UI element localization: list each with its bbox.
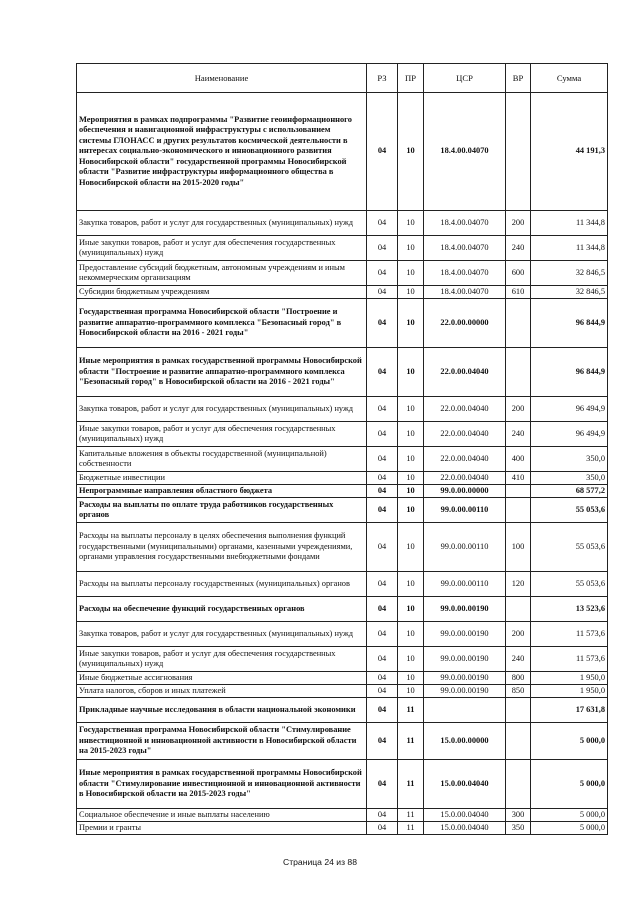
row-rz: 04 bbox=[367, 261, 398, 286]
row-csr: 15.0.00.04040 bbox=[424, 809, 506, 822]
row-vr: 240 bbox=[506, 647, 531, 672]
row-sum: 350,0 bbox=[531, 472, 608, 485]
row-sum: 68 577,2 bbox=[531, 485, 608, 498]
row-pr: 10 bbox=[398, 447, 424, 472]
row-name: Расходы на выплаты персоналу в целях обеспечения выполнения функций государственными (муниципальными) органами, казенными учреждениями, органами управления государственными внебюджетными фондами bbox=[77, 523, 367, 572]
row-csr: 99.0.00.00190 bbox=[424, 672, 506, 685]
table-row bbox=[77, 822, 608, 835]
table-row bbox=[77, 348, 608, 397]
row-sum: 55 053,6 bbox=[531, 523, 608, 572]
row-csr: 18.4.00.04070 bbox=[424, 261, 506, 286]
row-vr: 610 bbox=[506, 286, 531, 299]
page-footer: Страница 24 из 88 bbox=[283, 857, 357, 867]
row-csr: 22.0.00.00000 bbox=[424, 299, 506, 348]
row-sum: 11 573,6 bbox=[531, 622, 608, 647]
row-name: Иные мероприятия в рамках государственной программы Новосибирской области "Построение и развитие аппаратно-программного комплекса "Безопасный город" в Новосибирской области на 2016 - 2021 годы" bbox=[77, 348, 367, 397]
row-name: Закупка товаров, работ и услуг для государственных (муниципальных) нужд bbox=[77, 397, 367, 422]
row-pr: 10 bbox=[398, 472, 424, 485]
row-vr: 400 bbox=[506, 447, 531, 472]
table-row bbox=[77, 672, 608, 685]
row-sum: 350,0 bbox=[531, 447, 608, 472]
table-row bbox=[77, 698, 608, 723]
row-csr: 99.0.00.00110 bbox=[424, 498, 506, 523]
row-sum: 1 950,0 bbox=[531, 672, 608, 685]
row-rz: 04 bbox=[367, 698, 398, 723]
row-name: Мероприятия в рамках подпрограммы "Развитие геоинформационного обеспечения и навигационной инфраструктуры с использованием системы ГЛОНАСС и других результатов космической деятельности в интересах социально-экономического и инновационного развития Новосибирской области" государственной программы Новосибирской области "Развитие инфраструктуры информационного общества в Новосибирской области на 2015-2020 годы" bbox=[77, 93, 367, 211]
row-pr: 10 bbox=[398, 485, 424, 498]
row-csr: 99.0.00.00190 bbox=[424, 685, 506, 698]
row-pr: 10 bbox=[398, 572, 424, 597]
table-row bbox=[77, 723, 608, 760]
row-sum: 44 191,3 bbox=[531, 93, 608, 211]
row-csr: 22.0.00.04040 bbox=[424, 397, 506, 422]
row-name: Непрограммные направления областного бюджета bbox=[77, 485, 367, 498]
row-rz: 04 bbox=[367, 485, 398, 498]
row-vr bbox=[506, 299, 531, 348]
table-row bbox=[77, 236, 608, 261]
row-vr bbox=[506, 348, 531, 397]
row-csr: 18.4.00.04070 bbox=[424, 211, 506, 236]
row-name: Капитальные вложения в объекты государственной (муниципальной) собственности bbox=[77, 447, 367, 472]
row-csr: 99.0.00.00190 bbox=[424, 622, 506, 647]
row-rz: 04 bbox=[367, 422, 398, 447]
row-pr: 11 bbox=[398, 822, 424, 835]
row-rz: 04 bbox=[367, 622, 398, 647]
table-row bbox=[77, 261, 608, 286]
row-pr: 10 bbox=[398, 397, 424, 422]
row-sum: 96 844,9 bbox=[531, 299, 608, 348]
row-vr bbox=[506, 760, 531, 809]
row-sum: 11 573,6 bbox=[531, 647, 608, 672]
row-csr: 99.0.00.00190 bbox=[424, 647, 506, 672]
row-sum: 13 523,6 bbox=[531, 597, 608, 622]
row-csr: 22.0.00.04040 bbox=[424, 447, 506, 472]
row-pr: 10 bbox=[398, 597, 424, 622]
row-rz: 04 bbox=[367, 397, 398, 422]
table-row bbox=[77, 685, 608, 698]
row-pr: 10 bbox=[398, 422, 424, 447]
table-row bbox=[77, 498, 608, 523]
row-pr: 10 bbox=[398, 211, 424, 236]
table-row bbox=[77, 760, 608, 809]
row-csr: 15.0.00.04040 bbox=[424, 760, 506, 809]
table-row bbox=[77, 622, 608, 647]
row-csr bbox=[424, 698, 506, 723]
table-row bbox=[77, 523, 608, 572]
row-rz: 04 bbox=[367, 809, 398, 822]
row-sum: 5 000,0 bbox=[531, 809, 608, 822]
row-pr: 11 bbox=[398, 760, 424, 809]
row-rz: 04 bbox=[367, 447, 398, 472]
row-pr: 10 bbox=[398, 348, 424, 397]
row-vr bbox=[506, 597, 531, 622]
row-vr: 200 bbox=[506, 211, 531, 236]
row-csr: 15.0.00.04040 bbox=[424, 822, 506, 835]
table-row bbox=[77, 422, 608, 447]
table-row bbox=[77, 299, 608, 348]
row-pr: 10 bbox=[398, 286, 424, 299]
row-vr: 120 bbox=[506, 572, 531, 597]
row-csr: 99.0.00.00110 bbox=[424, 572, 506, 597]
row-csr: 99.0.00.00000 bbox=[424, 485, 506, 498]
row-rz: 04 bbox=[367, 348, 398, 397]
row-csr: 15.0.00.00000 bbox=[424, 723, 506, 760]
row-pr: 10 bbox=[398, 647, 424, 672]
row-name: Предоставление субсидий бюджетным, автономным учреждениям и иным некоммерческим организациям bbox=[77, 261, 367, 286]
row-vr: 600 bbox=[506, 261, 531, 286]
row-rz: 04 bbox=[367, 760, 398, 809]
row-vr: 240 bbox=[506, 422, 531, 447]
row-csr: 99.0.00.00110 bbox=[424, 523, 506, 572]
row-pr: 10 bbox=[398, 622, 424, 647]
row-pr: 10 bbox=[398, 93, 424, 211]
row-pr: 10 bbox=[398, 261, 424, 286]
row-vr bbox=[506, 498, 531, 523]
table-row bbox=[77, 286, 608, 299]
row-sum: 55 053,6 bbox=[531, 498, 608, 523]
row-sum: 17 631,8 bbox=[531, 698, 608, 723]
row-vr bbox=[506, 93, 531, 211]
table-row bbox=[77, 397, 608, 422]
row-vr: 300 bbox=[506, 809, 531, 822]
row-rz: 04 bbox=[367, 286, 398, 299]
row-csr: 18.4.00.04070 bbox=[424, 286, 506, 299]
row-name: Государственная программа Новосибирской области "Стимулирование инвестиционной и инновационной активности в Новосибирской области на 2015-2023 годы" bbox=[77, 723, 367, 760]
row-rz: 04 bbox=[367, 672, 398, 685]
row-csr: 99.0.00.00190 bbox=[424, 597, 506, 622]
row-rz: 04 bbox=[367, 236, 398, 261]
header-csr: ЦСР bbox=[424, 64, 506, 93]
row-csr: 22.0.00.04040 bbox=[424, 472, 506, 485]
row-vr: 200 bbox=[506, 397, 531, 422]
row-name: Социальное обеспечение и иные выплаты населению bbox=[77, 809, 367, 822]
row-vr: 410 bbox=[506, 472, 531, 485]
row-vr: 240 bbox=[506, 236, 531, 261]
row-vr: 350 bbox=[506, 822, 531, 835]
row-vr bbox=[506, 698, 531, 723]
row-pr: 10 bbox=[398, 685, 424, 698]
row-rz: 04 bbox=[367, 572, 398, 597]
row-name: Государственная программа Новосибирской области "Построение и развитие аппаратно-программного комплекса "Безопасный город" в Новосибирской области на 2016 - 2021 годы" bbox=[77, 299, 367, 348]
row-sum: 55 053,6 bbox=[531, 572, 608, 597]
row-pr: 11 bbox=[398, 698, 424, 723]
row-name: Иные закупки товаров, работ и услуг для обеспечения государственных (муниципальных) нужд bbox=[77, 647, 367, 672]
table-row bbox=[77, 572, 608, 597]
row-name: Уплата налогов, сборов и иных платежей bbox=[77, 685, 367, 698]
budget-table-sheet bbox=[76, 63, 607, 835]
row-csr: 18.4.00.04070 bbox=[424, 236, 506, 261]
row-pr: 11 bbox=[398, 723, 424, 760]
row-rz: 04 bbox=[367, 822, 398, 835]
row-name: Премии и гранты bbox=[77, 822, 367, 835]
header-vr: ВР bbox=[506, 64, 531, 93]
row-vr bbox=[506, 723, 531, 760]
row-sum: 1 950,0 bbox=[531, 685, 608, 698]
row-rz: 04 bbox=[367, 685, 398, 698]
table-row bbox=[77, 472, 608, 485]
row-rz: 04 bbox=[367, 647, 398, 672]
table-row bbox=[77, 447, 608, 472]
row-sum: 32 846,5 bbox=[531, 286, 608, 299]
row-sum: 96 494,9 bbox=[531, 422, 608, 447]
row-sum: 96 844,9 bbox=[531, 348, 608, 397]
row-pr: 11 bbox=[398, 809, 424, 822]
row-name: Закупка товаров, работ и услуг для государственных (муниципальных) нужд bbox=[77, 211, 367, 236]
header-sum: Сумма bbox=[531, 64, 608, 93]
table-body bbox=[77, 64, 608, 835]
row-name: Иные закупки товаров, работ и услуг для обеспечения государственных (муниципальных) нужд bbox=[77, 236, 367, 261]
row-sum: 5 000,0 bbox=[531, 723, 608, 760]
row-pr: 10 bbox=[398, 498, 424, 523]
row-name: Субсидии бюджетным учреждениям bbox=[77, 286, 367, 299]
row-vr: 100 bbox=[506, 523, 531, 572]
header-name: Наименование bbox=[77, 64, 367, 93]
row-sum: 11 344,8 bbox=[531, 236, 608, 261]
row-vr: 800 bbox=[506, 672, 531, 685]
row-rz: 04 bbox=[367, 472, 398, 485]
row-sum: 32 846,5 bbox=[531, 261, 608, 286]
row-rz: 04 bbox=[367, 523, 398, 572]
row-name: Закупка товаров, работ и услуг для государственных (муниципальных) нужд bbox=[77, 622, 367, 647]
row-rz: 04 bbox=[367, 723, 398, 760]
table-header-row bbox=[77, 64, 608, 93]
row-name: Бюджетные инвестиции bbox=[77, 472, 367, 485]
row-vr: 850 bbox=[506, 685, 531, 698]
row-rz: 04 bbox=[367, 299, 398, 348]
table-row bbox=[77, 93, 608, 211]
row-name: Иные закупки товаров, работ и услуг для обеспечения государственных (муниципальных) нужд bbox=[77, 422, 367, 447]
table-row bbox=[77, 597, 608, 622]
table-row bbox=[77, 647, 608, 672]
table-row bbox=[77, 485, 608, 498]
row-sum: 11 344,8 bbox=[531, 211, 608, 236]
row-csr: 22.0.00.04040 bbox=[424, 422, 506, 447]
header-rz: РЗ bbox=[367, 64, 398, 93]
row-pr: 10 bbox=[398, 672, 424, 685]
row-rz: 04 bbox=[367, 211, 398, 236]
row-pr: 10 bbox=[398, 299, 424, 348]
budget-table bbox=[76, 63, 608, 835]
row-csr: 22.0.00.04040 bbox=[424, 348, 506, 397]
row-rz: 04 bbox=[367, 93, 398, 211]
row-csr: 18.4.00.04070 bbox=[424, 93, 506, 211]
row-name: Иные бюджетные ассигнования bbox=[77, 672, 367, 685]
table-row bbox=[77, 211, 608, 236]
row-name: Иные мероприятия в рамках государственной программы Новосибирской области "Стимулирование инвестиционной и инновационной активности в Новосибирской области на 2015-2023 годы" bbox=[77, 760, 367, 809]
row-pr: 10 bbox=[398, 236, 424, 261]
row-vr: 200 bbox=[506, 622, 531, 647]
row-name: Расходы на выплаты персоналу государственных (муниципальных) органов bbox=[77, 572, 367, 597]
row-name: Расходы на обеспечение функций государственных органов bbox=[77, 597, 367, 622]
table-row bbox=[77, 809, 608, 822]
row-sum: 5 000,0 bbox=[531, 760, 608, 809]
row-sum: 96 494,9 bbox=[531, 397, 608, 422]
row-vr bbox=[506, 485, 531, 498]
row-sum: 5 000,0 bbox=[531, 822, 608, 835]
row-name: Расходы на выплаты по оплате труда работников государственных органов bbox=[77, 498, 367, 523]
header-pr: ПР bbox=[398, 64, 424, 93]
row-pr: 10 bbox=[398, 523, 424, 572]
row-name: Прикладные научные исследования в области национальной экономики bbox=[77, 698, 367, 723]
row-rz: 04 bbox=[367, 597, 398, 622]
row-rz: 04 bbox=[367, 498, 398, 523]
